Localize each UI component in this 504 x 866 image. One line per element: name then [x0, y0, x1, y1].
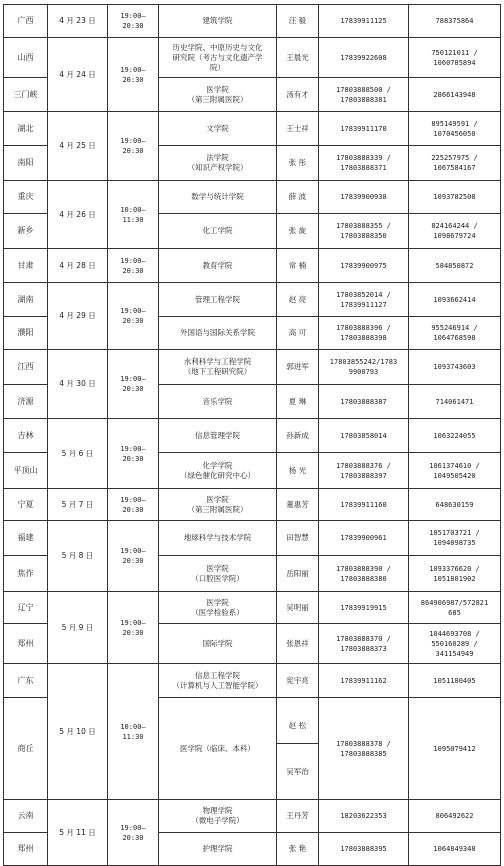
- phone-cell: 17839911162: [319, 664, 409, 698]
- college-cell: 信息管理学院: [159, 419, 277, 453]
- qq-cell: 1063224055: [409, 419, 501, 453]
- date-cell: 5 月 9 日: [48, 592, 108, 664]
- qq-cell: 1093743603: [409, 350, 501, 385]
- phone-cell: 17803888500 / 17803888381: [319, 78, 409, 112]
- college-cell: 水利科学与工程学院 （地下工程研究院）: [159, 350, 277, 385]
- province-cell: 宁夏: [4, 489, 48, 521]
- province-cell: 吉林: [4, 419, 48, 453]
- phone-cell: 17839911160: [319, 489, 409, 521]
- province-cell: 辽宁: [4, 592, 48, 624]
- phone-cell: 17803888376 / 17803888397: [319, 453, 409, 489]
- table-row: [4, 800, 501, 833]
- contact-cell: 杨 光: [277, 453, 319, 489]
- table-row: [4, 350, 501, 385]
- phone-cell: 17803888355 / 17803888350: [319, 214, 409, 249]
- qq-cell: 1051180405: [409, 664, 501, 698]
- college-cell: 医学院 （医学检验系）: [159, 592, 277, 624]
- province-cell: 三门峡: [4, 78, 48, 112]
- province-cell: 济源: [4, 385, 48, 419]
- province-cell: 江西: [4, 350, 48, 385]
- qq-cell: 1064849348: [409, 833, 501, 866]
- phone-cell: 17839922608: [319, 38, 409, 78]
- table-row: [4, 664, 501, 698]
- contact-primary: 赵 松: [277, 708, 318, 744]
- contact-cell: 张 旋: [277, 214, 319, 249]
- table-row: [4, 489, 501, 521]
- table-row: [4, 419, 501, 453]
- contact-cell: 张 艳: [277, 833, 319, 866]
- college-cell: 护理学院: [159, 833, 277, 866]
- phone-cell: 17803888339 / 17803888371: [319, 146, 409, 181]
- phone-cell: 17839900975: [319, 249, 409, 283]
- province-cell: 新乡: [4, 214, 48, 249]
- province-cell: 重庆: [4, 181, 48, 214]
- college-cell: 化工学院: [159, 214, 277, 249]
- date-cell: 4 月 28 日: [48, 249, 108, 283]
- contact-cell: 夏 琳: [277, 385, 319, 419]
- phone-cell: 17803888396 / 17803888398: [319, 317, 409, 350]
- qq-cell: 895149591 / 1070456050: [409, 112, 501, 146]
- date-cell: 5 月 10 日: [48, 664, 108, 800]
- contact-cell: 郭进军: [277, 350, 319, 385]
- college-cell: 文学院: [159, 112, 277, 146]
- phone-cell: 17839900938: [319, 181, 409, 214]
- date-cell: 4 月 29 日: [48, 283, 108, 350]
- date-cell: 5 月 11 日: [48, 800, 108, 866]
- phone-cell: 17803858014: [319, 419, 409, 453]
- phone-cell: 17803888378 / 17803888385: [319, 698, 409, 800]
- phone-cell: 17803888387: [319, 385, 409, 419]
- phone-cell: 17803888390 / 17803888380: [319, 556, 409, 592]
- province-cell: 商丘: [4, 698, 48, 800]
- qq-cell: 1095079412: [409, 698, 501, 800]
- time-cell: 19:00— 20:30: [108, 112, 159, 181]
- college-cell: 化学学院 （绿色催化研究中心）: [159, 453, 277, 489]
- qq-cell: 1093662414: [409, 283, 501, 317]
- table-row: [4, 181, 501, 214]
- table-row: [4, 521, 501, 556]
- college-cell: 法学院 （知识产权学院）: [159, 146, 277, 181]
- qq-cell: 1061374610 / 1049505420: [409, 453, 501, 489]
- contact-cell: 董惠芳: [277, 489, 319, 521]
- time-cell: 19:00— 20:30: [108, 592, 159, 664]
- time-cell: 19:00— 20:30: [108, 283, 159, 350]
- date-cell: 5 月 7 日: [48, 489, 108, 521]
- qq-cell: 824164244 / 1098679724: [409, 214, 501, 249]
- time-cell: 19:00— 20:30: [108, 800, 159, 866]
- date-cell: 5 月 6 日: [48, 419, 108, 489]
- schedule-table: [3, 4, 501, 866]
- province-cell: 山西: [4, 38, 48, 78]
- qq-cell: 584850872: [409, 249, 501, 283]
- qq-cell: 864906987/572821 685: [409, 592, 501, 624]
- province-cell: 郑州: [4, 624, 48, 664]
- contact-cell: 高 可: [277, 317, 319, 350]
- qq-cell: 1093782508: [409, 181, 501, 214]
- province-cell: 焦作: [4, 556, 48, 592]
- time-cell: 19:00— 20:30: [108, 350, 159, 419]
- time-cell: 10:00— 11:30: [108, 181, 159, 249]
- college-cell: 医学院（临床、本科）: [159, 698, 277, 800]
- qq-cell: 1051703721 / 1094098735: [409, 521, 501, 556]
- time-cell: 19:00— 20:30: [108, 419, 159, 489]
- qq-cell: 750121011 / 1060785894: [409, 38, 501, 78]
- contact-cell: 田智慧: [277, 521, 319, 556]
- college-cell: 建筑学院: [159, 5, 277, 38]
- table-row: [4, 5, 501, 38]
- time-cell: 19:00— 20:30: [108, 5, 159, 38]
- contact-cell: 薛 波: [277, 181, 319, 214]
- qq-cell: 788375864: [409, 5, 501, 38]
- province-cell: 广西: [4, 5, 48, 38]
- province-cell: 广东: [4, 664, 48, 698]
- province-cell: 甘肃: [4, 249, 48, 283]
- date-cell: 4 月 24 日: [48, 38, 108, 112]
- qq-cell: 714061471: [409, 385, 501, 419]
- contact-cell: 岳阳丽: [277, 556, 319, 592]
- time-cell: 19:00— 20:30: [108, 249, 159, 283]
- province-cell: 湖南: [4, 283, 48, 317]
- college-cell: 国际学院: [159, 624, 277, 664]
- date-cell: 4 月 25 日: [48, 112, 108, 181]
- college-cell: 音乐学院: [159, 385, 277, 419]
- phone-cell: 17839911125: [319, 5, 409, 38]
- qq-cell: 1044693708 / 550160289 / 341154949: [409, 624, 501, 664]
- date-cell: 5 月 8 日: [48, 521, 108, 592]
- contact-cell: 张 彤: [277, 146, 319, 181]
- phone-cell: 17839911170: [319, 112, 409, 146]
- phone-cell: 18203622353: [319, 800, 409, 833]
- college-cell: 外国语与国际关系学院: [159, 317, 277, 350]
- contact-cell: 宪宇亮: [277, 664, 319, 698]
- contact-cell: 常 楠: [277, 249, 319, 283]
- province-cell: 南阳: [4, 146, 48, 181]
- college-cell: 医学院 （第三附属医院）: [159, 78, 277, 112]
- province-cell: 云南: [4, 800, 48, 833]
- table-row: [4, 283, 501, 317]
- phone-cell: 17839900961: [319, 521, 409, 556]
- contact-cell: 汪 毅: [277, 5, 319, 38]
- contact-cell: 王晨光: [277, 38, 319, 78]
- contact-cell: 孙新成: [277, 419, 319, 453]
- time-cell: 19:00— 20:30: [108, 489, 159, 521]
- date-cell: 4 月 23 日: [48, 5, 108, 38]
- qq-cell: 2866143948: [409, 78, 501, 112]
- contact-cell: 吴明丽: [277, 592, 319, 624]
- college-cell: 信息工程学院 （计算机与人工智能学院）: [159, 664, 277, 698]
- college-cell: 物理学院 （微电子学院）: [159, 800, 277, 833]
- qq-cell: 955246914 / 1064768598: [409, 317, 501, 350]
- contact-cell: 王士祥: [277, 112, 319, 146]
- qq-cell: 1093376620 / 1051801902: [409, 556, 501, 592]
- college-cell: 教育学院: [159, 249, 277, 283]
- college-cell: 地球科学与技术学院: [159, 521, 277, 556]
- contact-secondary: 吴军治: [286, 767, 309, 776]
- time-cell: 19:00— 20:30: [108, 38, 159, 112]
- time-cell: 10:00— 11:30: [108, 664, 159, 800]
- province-cell: 湖北: [4, 112, 48, 146]
- phone-cell: 17803888395: [319, 833, 409, 866]
- province-cell: 濮阳: [4, 317, 48, 350]
- college-cell: 医学院 （第三附属医院）: [159, 489, 277, 521]
- province-cell: 郑州: [4, 833, 48, 866]
- qq-cell: 225257975 / 1067584167: [409, 146, 501, 181]
- college-cell: 医学院 （口腔医学院）: [159, 556, 277, 592]
- table-row: [4, 112, 501, 146]
- table-row: [4, 249, 501, 283]
- phone-cell: 17803855242/1783 9900793: [319, 350, 409, 385]
- province-cell: 平顶山: [4, 453, 48, 489]
- contact-cell: [277, 698, 319, 800]
- phone-cell: 17803888370 / 17803888373: [319, 624, 409, 664]
- phone-cell: 17803852014 / 17839911127: [319, 283, 409, 317]
- contact-cell: 汤有才: [277, 78, 319, 112]
- phone-cell: 17839919915: [319, 592, 409, 624]
- college-cell: 数学与统计学院: [159, 181, 277, 214]
- qq-cell: 806492622: [409, 800, 501, 833]
- contact-cell: 赵 亮: [277, 283, 319, 317]
- contact-cell: 张恩祥: [277, 624, 319, 664]
- contact-cell: 王丹芳: [277, 800, 319, 833]
- time-cell: 19:00— 20:30: [108, 521, 159, 592]
- qq-cell: 648630159: [409, 489, 501, 521]
- date-cell: 4 月 30 日: [48, 350, 108, 419]
- college-cell: 管理工程学院: [159, 283, 277, 317]
- date-cell: 4 月 26 日: [48, 181, 108, 249]
- table-row: [4, 592, 501, 624]
- college-cell: 历史学院、中原历史与文化 研究院（考古与文化遗产学 院）: [159, 38, 277, 78]
- table-row: [4, 38, 501, 78]
- province-cell: 福建: [4, 521, 48, 556]
